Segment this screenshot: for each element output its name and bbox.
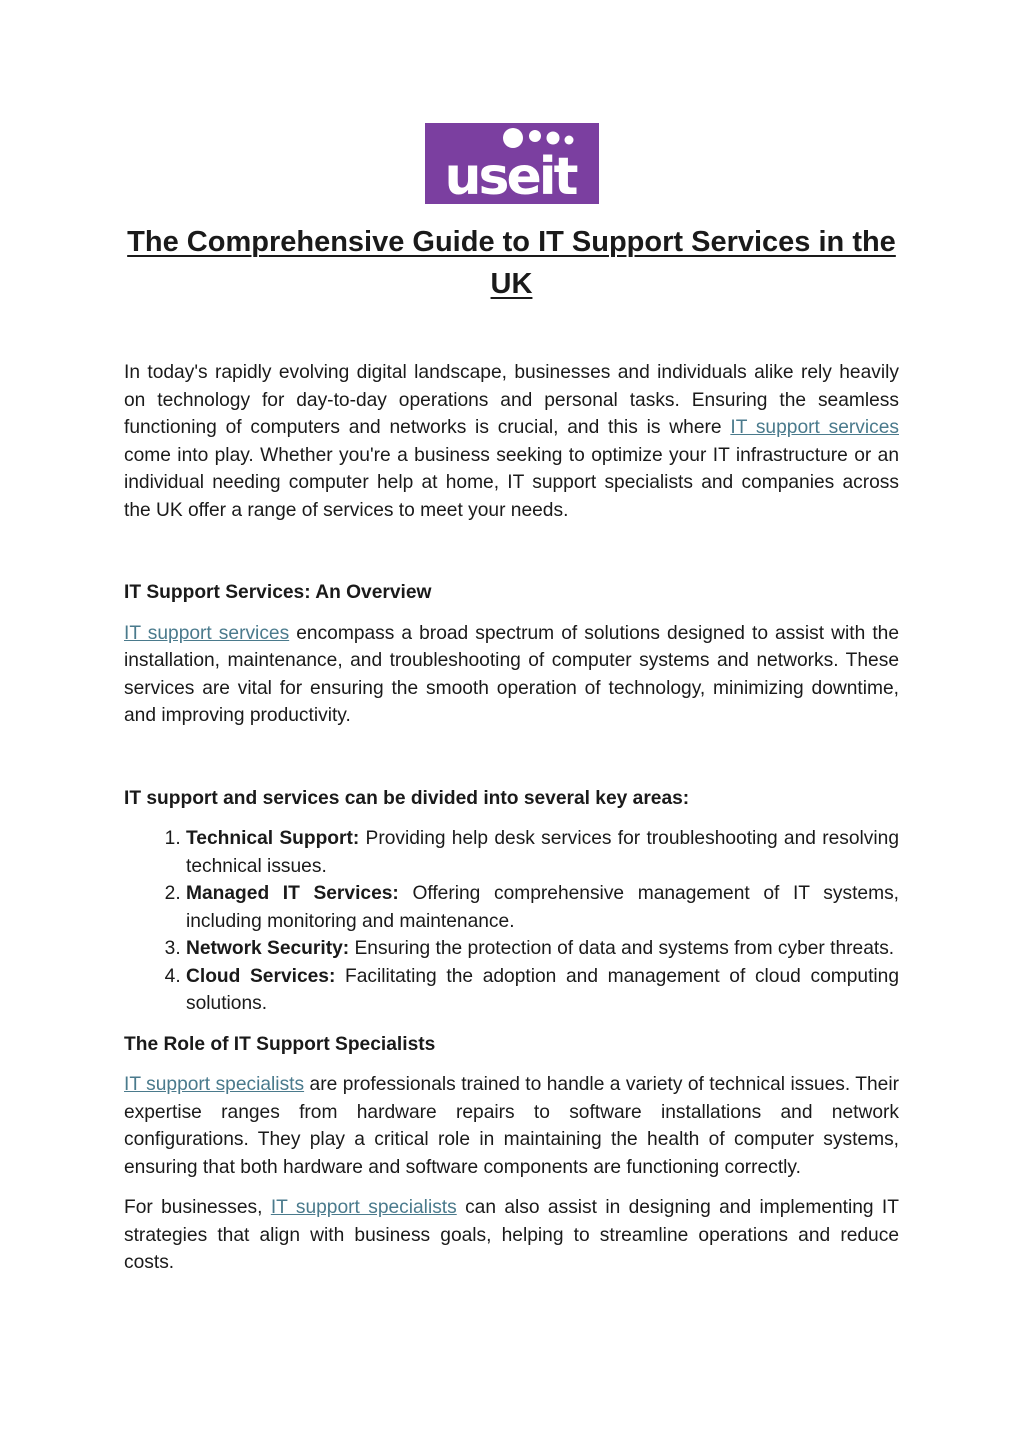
list-item-desc: Ensuring the protection of data and systems from cyber threats.	[349, 938, 895, 959]
list-item	[186, 825, 899, 880]
list-item	[186, 935, 899, 963]
article-body	[124, 359, 899, 1277]
role-text-1: are professionals trained to handle a variety of technical issues. Their expertise ranges from hardware repairs to software installations and network configurations. They play a critical role in maintaining the health of computer systems, ensuring that both hardware and software components are functioning correctly.	[124, 1074, 899, 1178]
role-text-2-lead: For businesses,	[124, 1197, 271, 1218]
list-item-desc: Facilitating the adoption and management of cloud computing solutions.	[186, 965, 900, 1014]
list-item-term: Managed IT Services:	[186, 883, 399, 904]
logo-graphic	[425, 123, 599, 204]
areas-heading: IT support and services can be divided into several key areas:	[124, 787, 690, 809]
role-paragraph-2	[124, 1194, 899, 1277]
list-item-term: Network Security:	[186, 938, 350, 959]
list-item	[186, 963, 899, 1018]
logo-text: useit	[444, 147, 576, 204]
list-item-term: Technical Support:	[186, 828, 360, 849]
role-paragraph-1	[124, 1071, 899, 1181]
overview-services-link[interactable]: IT support services	[124, 622, 290, 644]
list-item-desc: Offering comprehensive management of IT systems, including monitoring and maintenance.	[186, 883, 899, 932]
list-item-desc: Providing help desk services for troubleshooting and resolving technical issues.	[186, 828, 899, 877]
overview-paragraph	[124, 620, 899, 730]
page-title: The Comprehensive Guide to IT Support Services in the UK	[127, 226, 896, 300]
overview-text: encompass a broad spectrum of solutions designed to assist with the installation, maintenance, and troubleshooting of computer systems and networks. These services are vital for ensuring the smooth operation of technology, minimizing downtime, and improving productivity.	[124, 622, 899, 726]
role-text-2: can also assist in designing and implementing IT strategies that align with business goals, helping to streamline operations and reduce costs.	[124, 1197, 899, 1273]
intro-paragraph	[124, 359, 899, 524]
specialists-link-2[interactable]: IT support specialists	[270, 1197, 457, 1218]
list-item-term: Cloud Services:	[186, 965, 336, 987]
overview-heading: IT Support Services: An Overview	[124, 582, 432, 603]
intro-text: In today's rapidly evolving digital landscape, businesses and individuals alike rely heavily on technology for day-to-day operations and personal tasks. Ensuring the seamless functioning of computers and networks is crucial, and this is where	[124, 362, 899, 438]
key-areas-list	[124, 825, 899, 1018]
intro-text-continued: come into play. Whether you're a business seeking to optimize your IT infrastructure or an individual needing computer help at home, IT support specialists and companies across the UK offer a range of services to meet your needs.	[124, 444, 899, 521]
useit-logo	[425, 123, 599, 204]
list-item	[186, 880, 899, 935]
role-heading: The Role of IT Support Specialists	[124, 1033, 436, 1055]
it-support-services-link[interactable]: IT support services	[730, 417, 899, 438]
specialists-link-1[interactable]: IT support specialists	[124, 1074, 305, 1095]
